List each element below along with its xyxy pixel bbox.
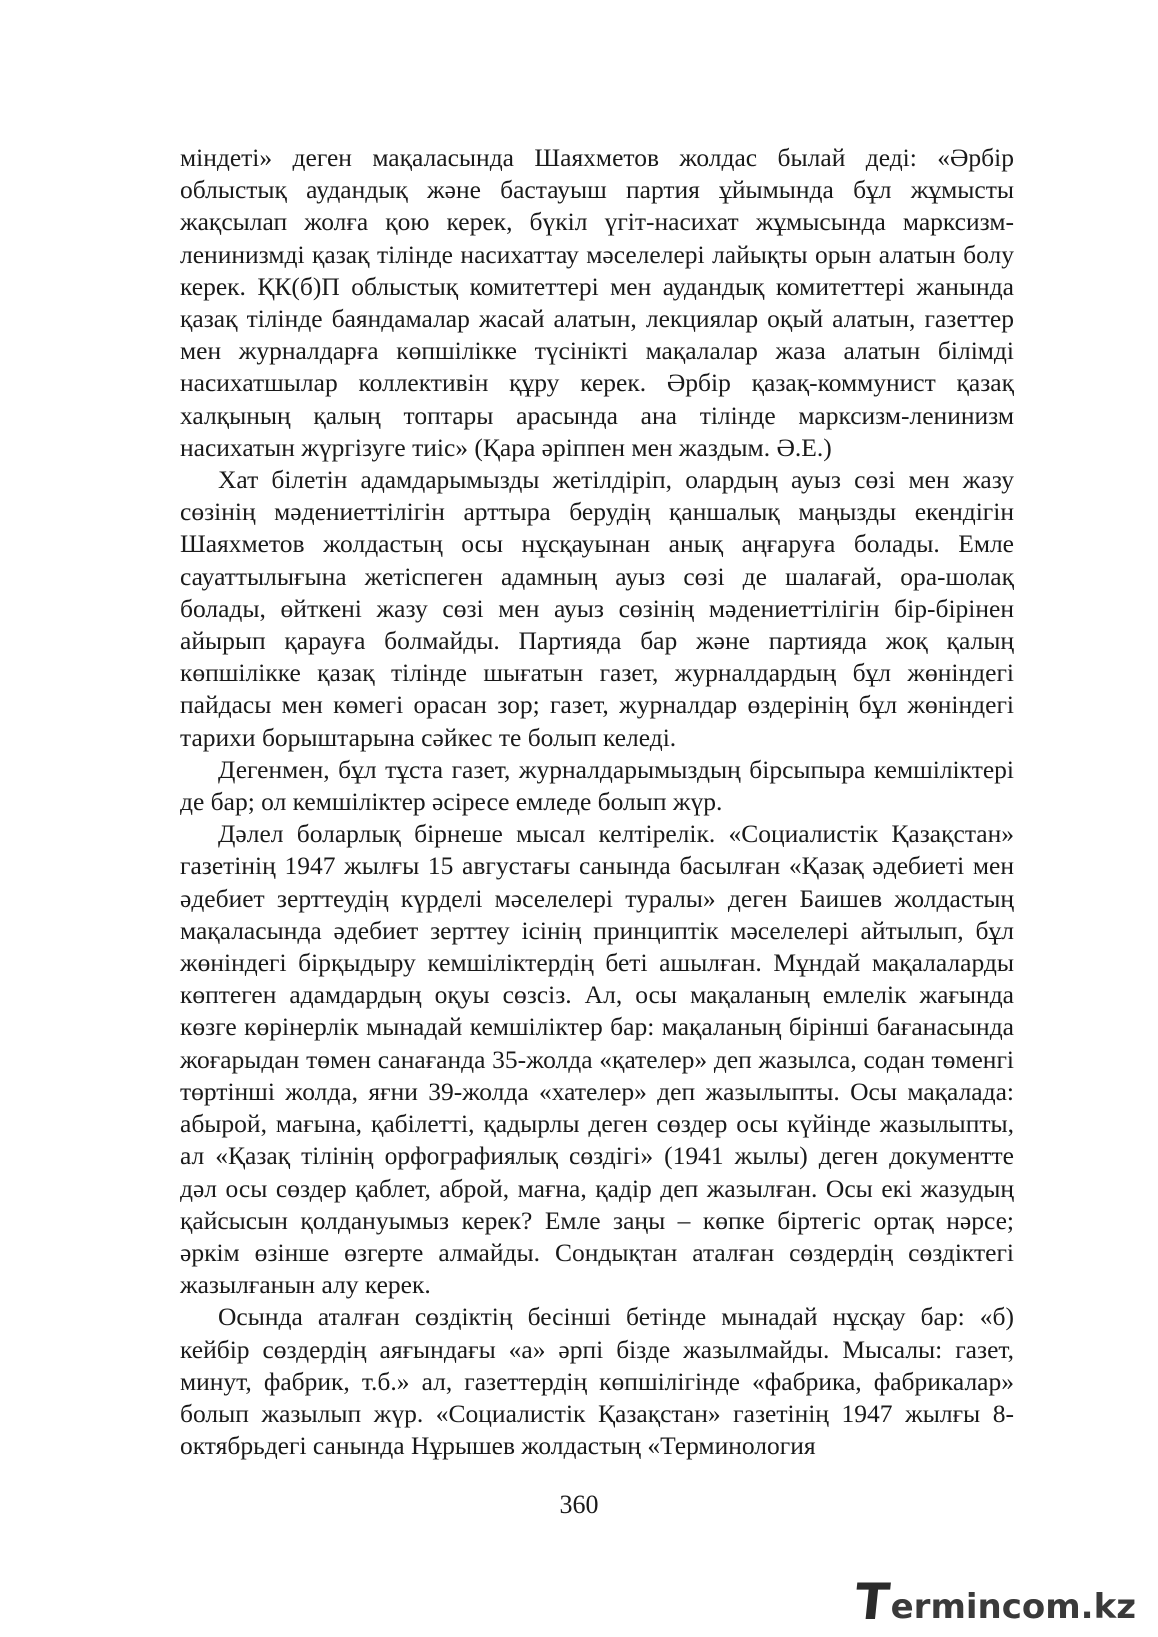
- page-body: [180, 142, 1014, 1462]
- page-number: 360: [559, 1490, 599, 1519]
- paragraph-3: Дегенмен, бұл тұста газет, журналдарымыздың бірсыпыра кемшіліктері де бар; ол кемшіліктер әсіресе емледе болып жүр.: [180, 754, 1014, 817]
- paragraph-1: міндеті» деген мақаласында Шаяхметов жолдас былай деді: «Әрбір облыстық аудандық және бастауыш партия ұйымында бұл жұмысты жақсылап жолға қою керек, бүкіл үгіт-насихат жұмысында марксизм-ленинизмді қазақ тілінде насихаттау мәселелері лайықты орын алатын болу керек. ҚК(б)П облыстық комитеттері мен аудандық комитеттері жанында қазақ тілінде баяндамалар жасай алатын, лекциялар оқый алатын, газеттер мен журналдарға көпшілікке түсінікті мақалалар жаза алатын білімді насихатшылар коллективін құру керек. Әрбір қазақ-коммунист қазақ халқының қалың топтары арасында ана тілінде марксизм-ленинизм насихатын жүргізуге тиіс» (Қара әріппен мен жаздым. Ә.Е.): [180, 143, 1014, 462]
- watermark-initial: T: [851, 1573, 892, 1631]
- paragraph-5: Осында аталған сөздіктің бесінші бетінде мынадай нұсқау бар: «б) кейбір сөздердің аяғындағы «а» әрпі бізде жазылмайды. Мысалы: газет, минут, фабрик, т.б.» ал, газеттердің көпшілігінде «фабрика, фабрикалар» болып жазылып жүр. «Социалистік Қазақстан» газетінің 1947 жылғы 8-октябрьдегі санында Нұрышев жолдастың «Терминология: [180, 1302, 1014, 1461]
- termincom-watermark-logo: [851, 1567, 1136, 1631]
- watermark-text: ermincom.kz: [890, 1587, 1136, 1627]
- paragraph-2: Хат білетін адамдарымызды жетілдіріп, олардың ауыз сөзі мен жазу сөзінің мәдениеттілігін арттыра берудің қаншалық маңызды екендігін Шаяхметов жолдастың осы нұсқауынан анық аңғаруға болады. Емле сауаттылығына жетіспеген адамның ауыз сөзі де шалағай, ора-шолақ болады, өйткені жазу сөзі мен ауыз сөзінің мәдениеттілігін бір-бірінен айырып қарауға болмайды. Партияда бар және партияда жоқ қалың көпшілікке қазақ тілінде шығатын газет, журналдардың бұл жөніндегі пайдасы мен көмегі орасан зор; газет, журналдар өздерінің бұл жөніндегі тарихи борыштарына сәйкес те болып келеді.: [180, 465, 1014, 752]
- paragraph-4: Дәлел боларлық бірнеше мысал келтірелік. «Социалистік Қазақстан» газетінің 1947 жылғы 15 августағы санында басылған «Қазақ әдебиеті мен әдебиет зерттеудің күрделі мәселелері туралы» деген Баишев жолдастың мақаласында әдебиет зерттеу ісінің принциптік мәселелері айтылып, бұл жөніндегі бірқыдыру кемшіліктердің беті ашылған. Мұндай мақалаларды көптеген адамдардың оқуы сөзсіз. Ал, осы мақаланың емлелік жағында көзге көрінерлік мынадай кемшіліктер бар: мақаланың бірінші бағанасында жоғарыдан төмен санағанда 35-жолда «қателер» деп жазылса, содан төменгі төртінші жолда, яғни 39-жолда «хателер» деп жазылыпты. Осы мақалада: абырой, мағына, қабілетті, қадырлы деген сөздер осы күйінде жазылыпты, ал «Қазақ тілінің орфографиялық сөздігі» (1941 жылы) деген документте дәл осы сөздер қаблет, аброй, мағна, қадір деп жазылған. Осы екі жазудың қайсысын қолдануымыз керек? Емле заңы – көпке біртегіс ортақ нәрсе; әркім өзінше өзгерте алмайды. Сондықтан аталған сөздердің сөздіктегі жазылғанын алу керек.: [180, 819, 1014, 1300]
